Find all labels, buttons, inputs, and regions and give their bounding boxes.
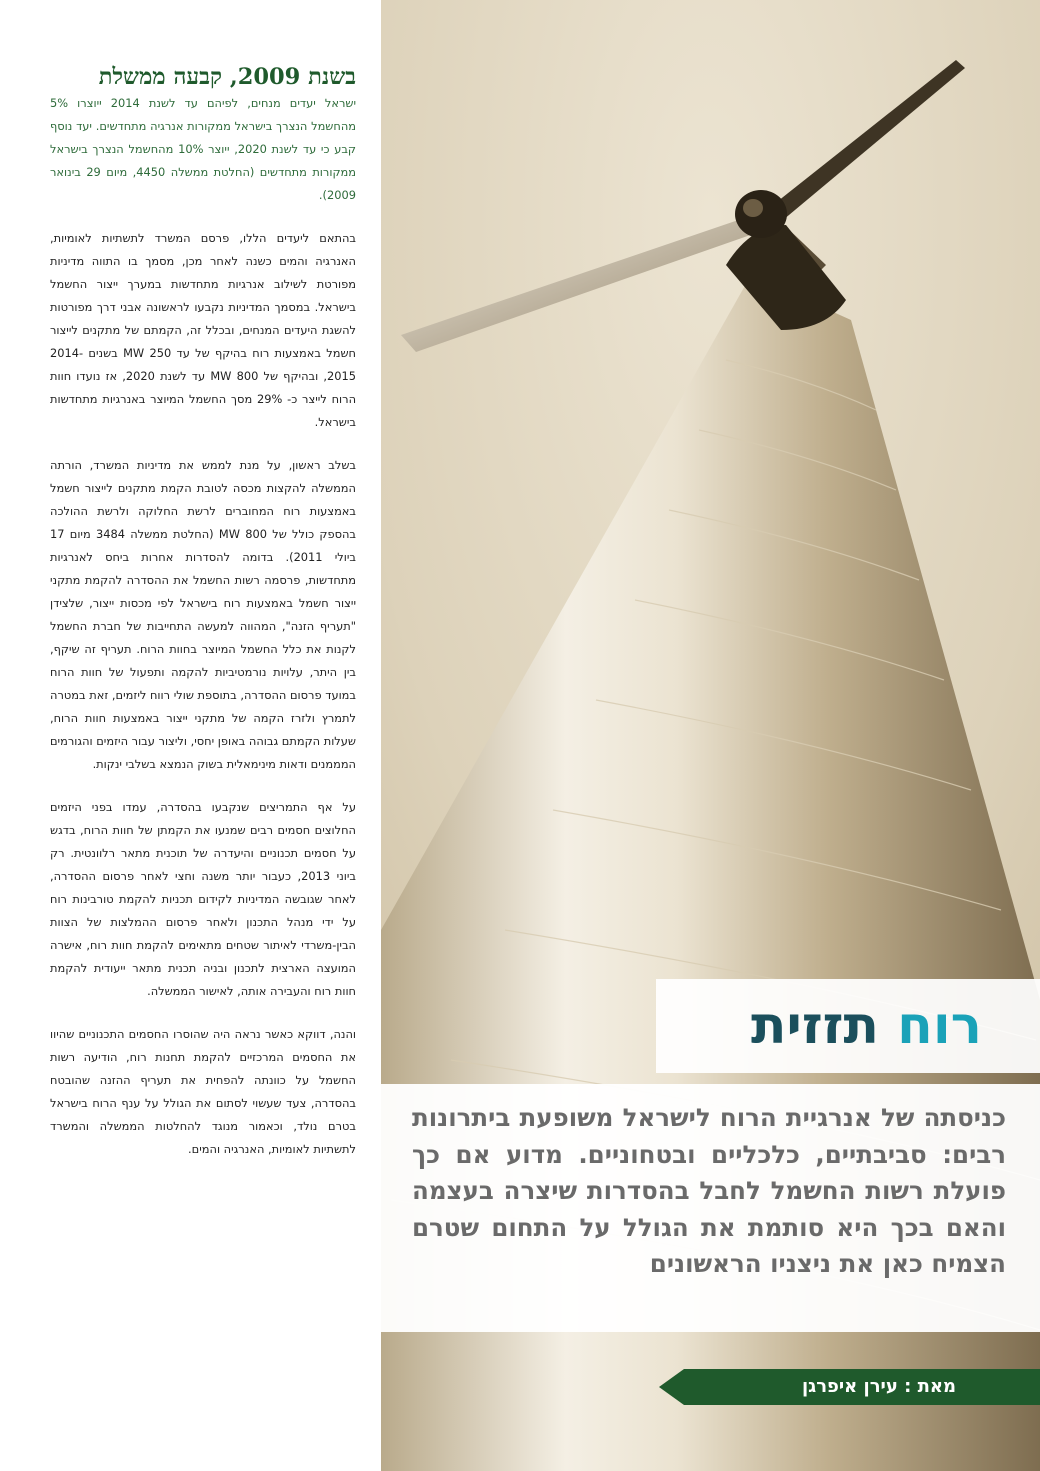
turbine-hub bbox=[735, 190, 787, 238]
article-subtitle: כניסתה של אנרגיית הרוח לישראל משופעת ביתרונות רבים: סביבתיים, כלכליים ובטחוניים. מדוע אם כך פועלת רשות החשמל לחבל בהסדרות שיצרה בעצמה והאם בכך היא סותמת את הגולל על התחום שטרם הצמיח כאן את ניצניו הראשונים bbox=[412, 1103, 1006, 1278]
title-word-2: תזזית bbox=[751, 996, 879, 1056]
article-title bbox=[751, 987, 982, 1065]
article-paragraph: בהתאם ליעדים הללו, פרסם המשרד לתשתיות לאומיות, האנרגיה והמים כשנה לאחר מכן, מסמך בו התווה מדיניות מפורטת לשילוב אנרגיות מתחדשות במערך ייצור החשמל בישראל. במסמך המדיניות נקבעו לראשונה אבני דרך מפורטות להשגת היעדים המנחים, ובכלל זה, הקמתם של מתקנים לייצור חשמל באמצעות רוח בהיקף של עד MW 250 בשנים 2014-2015, ובהיקף של MW 800 עד לשנת 2020, אז נועדו חוות הרוח לייצר כ- 29% מסך החשמל המיוצר באנרגיות מתחדשות בישראל. bbox=[50, 231, 357, 429]
author-name: מאת : עירן איפרגן bbox=[801, 1376, 956, 1397]
author-banner-arrow bbox=[659, 1369, 684, 1405]
article-paragraph: והנה, דווקא כאשר נראה היה שהוסרו החסמים התכנוניים שהיוו את החסמים המרכזיים להקמת תחנות רוח, הודיעה רשות החשמל על כוונתה להפחית את תעריף ההזנה שהובטח בהסדרה, צעד שעשוי לסתום את הגולל על ענף הרוח בישראל בטרם נולד, וכאמור מנוגד להחלטות הממשלה והמשרד לתשתיות לאומיות, האנרגיה והמים. bbox=[50, 1027, 356, 1156]
article-title-box bbox=[656, 979, 1040, 1073]
article-paragraph: בשלב ראשון, על מנת לממש את מדיניות המשרד, הורתה הממשלה להקצות מכסה לטובת הקמת מתקנים לייצור חשמל באמצעות רוח המחוברים לרשת החלוקה ולרשת ההולכה בהספק כולל של MW 800 (החלטת ממשלה 3484 מיום 17 ביולי 2011). בדומה להסדרות אחרות ביחס לאנרגיות מתחדשות, פרסמה רשות החשמל את ההסדרה להקמת מתקני ייצור חשמל באמצעות רוח בישראל לפי מכסות ייצור, שלצידן "תעריף הזנה", המהווה למעשה התחייבות של חברת החשמל לקנות את כלל החשמל המיוצר בחוות הרוח. תעריף זה שיקף, בין היתר, עלויות נורמטיביות להקמה ותפעול של חוות הרוח במועד פרסום ההסדרה, בתוספת שולי רווח ליזמים, זאת במטרה לתמרץ ולזרז הקמה של מתקני ייצור באמצעות חוות הרוח, שעלות הקמתם גבוהה באופן יחסי, וליצור עבור היזמים והגורמים המממנים ודאות מינימאלית בשוק הנמצא בשלבי ינקות. bbox=[50, 458, 357, 771]
subtitle-box bbox=[381, 1084, 1040, 1332]
author-banner bbox=[684, 1369, 1040, 1405]
article-lead: ישראל יעדים מנחים, לפיהם עד לשנת 2014 ייוצרו 5% מהחשמל הנצרך בישראל ממקורות אנרגיה מתחדשים. יעד נוסף קבע כי עד לשנת 2020, ייוצר 10% מהחשמל הנצרך בישראל ממקורות מתחדשים (החלטת ממשלה 4450, מיום 29 בינואר 2009). bbox=[50, 96, 357, 202]
title-word-1: רוח bbox=[897, 996, 982, 1056]
article-headline: בשנת 2009, קבעה ממשלת bbox=[98, 64, 356, 90]
article-paragraph: על אף התמריצים שנקבעו בהסדרה, עמדו בפני היזמים החלוצים חסמים רבים שמנעו את הקמתן של חוות הרוח, בדגש על חסמים תכנוניים והיעדרה של תוכנית מתאר רלוונטית. רק ביוני 2013, כעבור יותר משנה וחצי לאחר פרסום ההסדרה, לאחר שגובשה המדיניות לקידום תכניות להקמת טורבינות רוח על ידי מנהל התכנון ולאחר פרסום ההמלצות של הצוות הבין-משרדי לאיתור שטחים מתאימים להקמת חוות רוח, אישרה המועצה הארצית לתכנון ובניה תכנית מתאר ייעודית להקמת חוות רוח והעבירה אותה, לאישור הממשלה. bbox=[50, 800, 356, 998]
article-column bbox=[50, 62, 356, 1181]
